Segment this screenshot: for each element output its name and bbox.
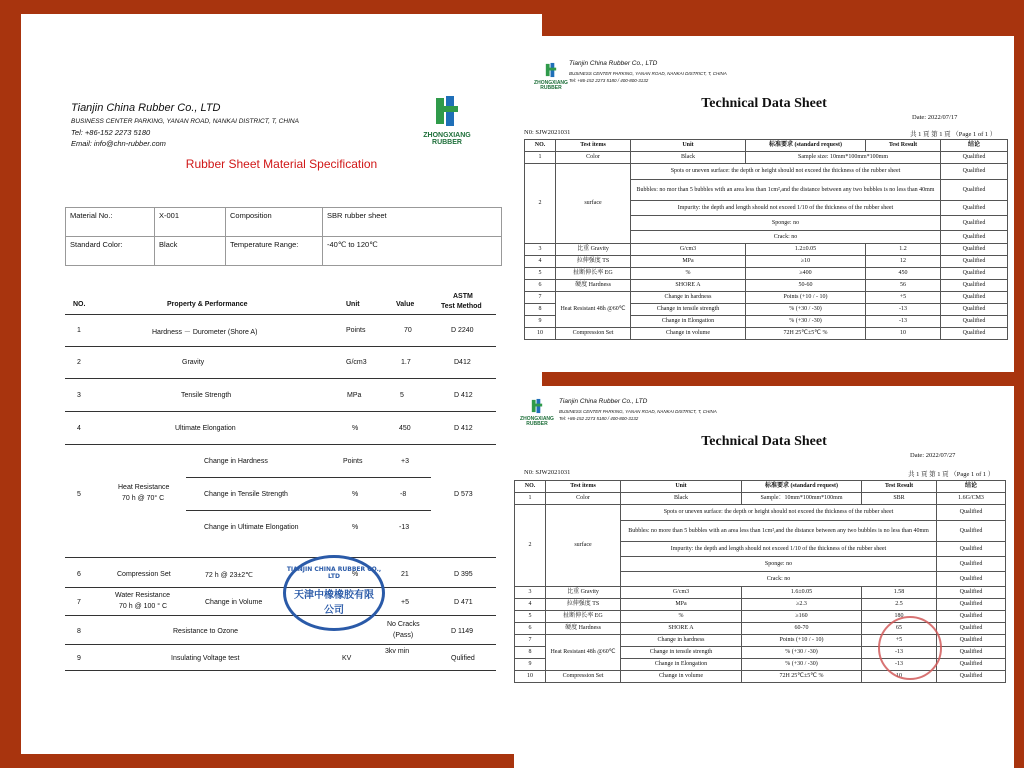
cell: Qualified: [941, 256, 1008, 268]
row-8-value-2: (Pass): [393, 632, 414, 639]
row-divider: [65, 314, 496, 315]
cell: Qualified: [941, 328, 1008, 340]
logo-text-1: ZHONGXIANG: [423, 132, 471, 139]
cell: Qualified: [937, 572, 1006, 587]
cell: %: [631, 268, 746, 280]
temp-value: -40℃ to 120℃: [323, 237, 502, 266]
row-9-unit: KV: [342, 655, 352, 662]
cell: Bubbles: no mor than 5 bubbles with an area less than 1cm²,and the distance between any two bubbles is no less than 40mm: [631, 180, 941, 201]
cell: ≥400: [746, 268, 866, 280]
cell: 4: [515, 599, 546, 611]
tds-logo-text-1: ZHONGXIANG: [520, 415, 554, 422]
tds-logo: [520, 398, 554, 428]
cell: Spots or uneven surface: the depth or height should not exceed the thickness of the rubber sheet: [621, 505, 937, 521]
company-tel: Tel: +86-152 2273 5180: [71, 128, 151, 137]
cell: Qualified: [937, 647, 1006, 659]
company-logo: [417, 94, 477, 146]
heat-sub-2-property: Change in Tensile Strength: [204, 491, 288, 498]
cell: Qualified: [941, 152, 1008, 164]
table-row: [525, 164, 1008, 180]
th-test-items: Test items: [556, 140, 631, 152]
row-4-no: 4: [77, 425, 81, 432]
cell: SHORE A: [621, 623, 742, 635]
col-test-method: Test Method: [441, 303, 482, 310]
cell: 硬度 Hardness: [546, 623, 621, 635]
cell: Crack: no: [631, 231, 941, 244]
heat-sub-1-property: Change in Hardness: [204, 458, 268, 465]
row-6-value: 21: [401, 571, 409, 578]
heat-sub-1-value: +3: [401, 458, 409, 465]
row-9-property: Insulating Voltage test: [171, 655, 240, 662]
cell: Change in Elongation: [621, 659, 742, 671]
cell: Sample：10mm*100mm*100mm: [742, 493, 862, 505]
seal-ring-text: TIANJIN CHINA RUBBER CO., LTD: [286, 566, 382, 580]
cell: 拉伸强度 TS: [556, 256, 631, 268]
th-conclusion: 结论: [941, 140, 1008, 152]
cell: ≥2.3: [742, 599, 862, 611]
logo-icon: [529, 398, 545, 414]
row-2-method: D412: [454, 359, 471, 366]
cell: Change in tensile strength: [631, 304, 746, 316]
cell: 50-60: [746, 280, 866, 292]
company-address: BUSINESS CENTER PARKING, YANAN ROAD, NANKAI DISTRICT, T, CHINA: [71, 118, 299, 125]
cell: 10: [515, 671, 546, 683]
cell: Qualified: [937, 557, 1006, 572]
color-label: Standard Color:: [66, 237, 155, 266]
tds-logo: [534, 62, 568, 92]
tds-date: Date: 2022/07/17: [912, 114, 958, 121]
cell: Sponge: no: [621, 557, 937, 572]
cell: 10: [866, 328, 941, 340]
cell: 硬度 Hardness: [556, 280, 631, 292]
heat-sub-3-property: Change in Ultimate Elongation: [204, 524, 299, 531]
table-row: [515, 505, 1006, 521]
row-4-value: 450: [399, 425, 411, 432]
cell: Qualified: [941, 268, 1008, 280]
table-row: [525, 244, 1008, 256]
logo-icon: [432, 94, 462, 128]
cell: 1: [515, 493, 546, 505]
row-divider: [65, 587, 496, 588]
row-1-value: 70: [404, 327, 412, 334]
th-no: NO.: [515, 481, 546, 493]
cell: Spots or uneven surface: the depth or height should not exceed the thickness of the rubber sheet: [631, 164, 941, 180]
cell: 1.6±0.05: [742, 587, 862, 599]
company-seal-stamp: [283, 555, 385, 631]
table-row: [525, 256, 1008, 268]
row-3-property: Tensile Strength: [181, 392, 232, 399]
cell: 2.5: [862, 599, 937, 611]
water-label-1: Water Resistance: [115, 592, 170, 599]
cell: +5: [866, 292, 941, 304]
red-seal-stamp: [878, 616, 942, 680]
cell: Qualified: [941, 292, 1008, 304]
tds-company-address: BUSINESS CENTER PARKING, YANAN ROAD, NANKAI DISTRICT, T, CHINA: [569, 71, 727, 76]
cell: 1: [525, 152, 556, 164]
row-divider: [186, 510, 431, 511]
th-standard: 标准要求 (standard request): [746, 140, 866, 152]
row-4-property: Ultimate Elongation: [175, 425, 236, 432]
cell: 7: [525, 292, 556, 304]
cell: Qualified: [937, 521, 1006, 542]
tds-date: Date: 2022/07/27: [910, 452, 956, 459]
row-3-value: 5: [400, 392, 404, 399]
cell: -13: [862, 659, 937, 671]
heat-label-2: 70 h @ 70° C: [122, 495, 165, 502]
row-5-method: D 573: [454, 491, 473, 498]
cell: Qualified: [941, 280, 1008, 292]
cell: Points (+10 / - 10): [746, 292, 866, 304]
cell: Change in hardness: [631, 292, 746, 304]
cell: Black: [621, 493, 742, 505]
row-2-unit: G/cm3: [346, 359, 367, 366]
cell: 1.2±0.05: [746, 244, 866, 256]
color-value: Black: [155, 237, 226, 266]
row-divider: [65, 557, 496, 558]
row-1-unit: Points: [346, 327, 366, 334]
cell: Qualified: [941, 244, 1008, 256]
cell: 6: [515, 623, 546, 635]
company-email: Email: info@chn-rubber.com: [71, 139, 166, 148]
cell: -13: [862, 647, 937, 659]
cell: 9: [515, 659, 546, 671]
cell: 8: [525, 304, 556, 316]
row-6-method: D 395: [454, 571, 473, 578]
cell: Qualified: [941, 316, 1008, 328]
technical-data-sheet-1: [514, 36, 1014, 372]
row-8-no: 8: [77, 628, 81, 635]
row-divider: [65, 378, 496, 379]
cell: 8: [515, 647, 546, 659]
cell: Qualified: [937, 623, 1006, 635]
cell: +5: [862, 635, 937, 647]
material-no-label: Material No.:: [66, 208, 155, 237]
cell: 3: [515, 587, 546, 599]
tds-logo-text-2: RUBBER: [540, 85, 562, 91]
row-5-no: 5: [77, 491, 81, 498]
cell: -13: [866, 316, 941, 328]
row-9-value: 3kv min: [385, 648, 410, 655]
row-7-value: +5: [401, 599, 409, 606]
cell: 450: [866, 268, 941, 280]
composition: SBR rubber sheet: [323, 208, 502, 237]
table-row: [525, 280, 1008, 292]
cell: ≥10: [746, 256, 866, 268]
cell: Change in volume: [631, 328, 746, 340]
tds-company-address: BUSINESS CENTER PARKING, YANAN ROAD, NANKAI DISTRICT, T, CHINA: [559, 409, 717, 414]
heat-sub-1-unit: Points: [343, 458, 363, 465]
cell: Qualified: [941, 231, 1008, 244]
cell: Qualified: [941, 201, 1008, 216]
col-value: Value: [396, 301, 415, 308]
row-8-value-1: No Cracks: [387, 621, 420, 628]
table-row: [525, 328, 1008, 340]
tds-company-tel: Tel: +86-152 2273 5180 / 400-800-3132: [569, 78, 649, 83]
cell: % (+30 / -30): [746, 304, 866, 316]
row-divider: [65, 670, 496, 671]
cell: 60-70: [742, 623, 862, 635]
th-result: Test Result: [862, 481, 937, 493]
cell: SHORE A: [631, 280, 746, 292]
row-6-unit: %: [352, 571, 359, 578]
cell: Color: [556, 152, 631, 164]
row-1-no: 1: [77, 327, 81, 334]
cell: ≥160: [742, 611, 862, 623]
cell: surface: [556, 164, 631, 244]
heat-sub-3-unit: %: [352, 524, 359, 531]
cell: 72H 25℃±5℃ %: [742, 671, 862, 683]
cell: 6: [525, 280, 556, 292]
cell: 5: [515, 611, 546, 623]
row-6-condition: 72 h @ 23±2℃: [205, 572, 254, 579]
cell: 9: [525, 316, 556, 328]
cell: Qualified: [941, 216, 1008, 231]
logo-icon: [543, 62, 559, 78]
row-8-method: D 1149: [451, 628, 474, 635]
th-unit: Unit: [621, 481, 742, 493]
cell: Qualified: [937, 505, 1006, 521]
cell: MPa: [621, 599, 742, 611]
row-2-value: 1.7: [401, 359, 411, 366]
row-1-property: Hardness － Durometer (Shore A): [152, 329, 258, 336]
cell: Qualified: [937, 671, 1006, 683]
tds-company-tel: Tel: +86-152 2273 5180 / 400-800-3132: [559, 416, 639, 421]
table-row: [515, 587, 1006, 599]
cell: SBR: [862, 493, 937, 505]
composition-label: Composition: [226, 208, 323, 237]
table-row: [515, 611, 1006, 623]
col-property: Property & Performance: [167, 301, 248, 308]
cell: 72H 25℃±5℃ %: [746, 328, 866, 340]
cell: % (+30 / -30): [742, 659, 862, 671]
cell: Qualified: [937, 611, 1006, 623]
th-standard: 标准要求 (standard request): [742, 481, 862, 493]
row-divider: [186, 477, 431, 478]
cell: G/cm3: [621, 587, 742, 599]
cell: surface: [546, 505, 621, 587]
cell: 1.58: [862, 587, 937, 599]
table-row: [515, 599, 1006, 611]
cell: MPa: [631, 256, 746, 268]
seal-center-text: 天津中橡橡胶有限公司: [294, 590, 374, 616]
tds-title: Technical Data Sheet: [701, 434, 827, 449]
cell: 4: [525, 256, 556, 268]
cell: 拉伸强度 TS: [546, 599, 621, 611]
row-3-no: 3: [77, 392, 81, 399]
cell: Qualified: [937, 659, 1006, 671]
cell: Points (+10 / - 10): [742, 635, 862, 647]
row-9-method: Qulified: [451, 655, 475, 662]
cell: %: [621, 611, 742, 623]
cell: Sample size: 10mm*100mm*100mm: [746, 152, 941, 164]
water-label-2: 70 h @ 100 ° C: [119, 603, 168, 610]
tds-logo-text-1: ZHONGXIANG: [534, 79, 568, 86]
col-unit: Unit: [346, 301, 360, 308]
cell: Bubbles: no more than 5 bubbles with an area less than 1cm²,and the distance between any two bubbles is no less than 40mm: [621, 521, 937, 542]
cell: Qualified: [937, 587, 1006, 599]
row-divider: [65, 615, 496, 616]
row-4-method: D 412: [454, 425, 473, 432]
cell: Change in tensile strength: [621, 647, 742, 659]
cell: 7: [515, 635, 546, 647]
cell: 比重 Gravity: [556, 244, 631, 256]
cell: 12: [866, 256, 941, 268]
heat-sub-2-unit: %: [352, 491, 359, 498]
row-3-unit: MPa: [347, 392, 362, 399]
tds-title: Technical Data Sheet: [701, 96, 827, 111]
row-1-method: D 2240: [451, 327, 474, 334]
cell: Qualified: [937, 635, 1006, 647]
row-8-property: Resistance to Ozone: [173, 628, 238, 635]
col-astm: ASTM: [453, 293, 473, 300]
technical-data-sheet-2: [514, 386, 1014, 768]
cell: Crack: no: [621, 572, 937, 587]
row-4-unit: %: [352, 425, 359, 432]
tds-company-name: Tianjin China Rubber Co., LTD: [559, 398, 648, 405]
cell: 5: [525, 268, 556, 280]
cell: Compression Set: [546, 671, 621, 683]
cell: 3: [525, 244, 556, 256]
cell: Heat Resistant 48h @60℃: [546, 635, 621, 671]
company-name: Tianjin China Rubber Co., LTD: [71, 102, 221, 114]
cell: Qualified: [941, 164, 1008, 180]
cell: -13: [866, 304, 941, 316]
tds-logo-text-2: RUBBER: [526, 421, 548, 427]
row-6-no: 6: [77, 571, 81, 578]
tds-page: 共 1 頁 第 1 頁 （Page 1 of 1 ）: [908, 471, 995, 478]
cell: 2: [525, 164, 556, 244]
row-2-no: 2: [77, 359, 81, 366]
temp-label: Temperature Range:: [226, 237, 323, 266]
cell: 180: [862, 611, 937, 623]
cell: Compression Set: [556, 328, 631, 340]
cell: Impurity: the depth and length should not exceed 1/10 of the thickness of the rubber sheet: [621, 542, 937, 557]
table-row: [525, 292, 1008, 304]
row-7-property: Change in Volume: [205, 599, 263, 606]
table-row: [525, 268, 1008, 280]
cell: 比重 Gravity: [546, 587, 621, 599]
cell: Change in hardness: [621, 635, 742, 647]
cell: Qualified: [941, 180, 1008, 201]
row-9-no: 9: [77, 655, 81, 662]
row-3-method: D 412: [454, 392, 473, 399]
row-divider: [65, 411, 496, 412]
cell: 10: [525, 328, 556, 340]
cell: 10: [862, 671, 937, 683]
tds-number: N0: SJW2021031: [524, 129, 571, 136]
material-info-table: [65, 207, 502, 266]
cell: % (+30 / -30): [742, 647, 862, 659]
cell: Change in Elongation: [631, 316, 746, 328]
tds-page: 共 1 頁 第 1 頁 （Page 1 of 1 ）: [910, 131, 997, 138]
cell: 扯断伸长率 EG: [546, 611, 621, 623]
table-row: [515, 493, 1006, 505]
heat-sub-3-value: -13: [399, 524, 410, 531]
cell: Color: [546, 493, 621, 505]
tds-company-name: Tianjin China Rubber Co., LTD: [569, 60, 658, 67]
col-no: NO.: [73, 301, 86, 308]
cell: % (+30 / -30): [746, 316, 866, 328]
heat-label-1: Heat Resistance: [118, 484, 170, 491]
cell: Heat Resistant 48h @60℃: [556, 292, 631, 328]
row-divider: [65, 644, 496, 645]
logo-text-2: RUBBER: [432, 139, 462, 146]
row-7-no: 7: [77, 599, 81, 606]
row-divider: [65, 346, 496, 347]
heat-sub-2-value: -8: [400, 491, 407, 498]
row-divider: [65, 444, 496, 445]
th-test-items: Test items: [546, 481, 621, 493]
cell: 扯断伸长率 EG: [556, 268, 631, 280]
th-conclusion: 结论: [937, 481, 1006, 493]
table-row: [515, 671, 1006, 683]
cell: Impurity: the depth and length should not exceed 1/10 of the thickness of the rubber sheet: [631, 201, 941, 216]
cell: 56: [866, 280, 941, 292]
row-2-property: Gravity: [182, 359, 205, 366]
cell: Qualified: [941, 304, 1008, 316]
cell: Sponge: no: [631, 216, 941, 231]
row-6-property: Compression Set: [117, 571, 171, 578]
material-no: X-001: [155, 208, 226, 237]
cell: 65: [862, 623, 937, 635]
cell: Qualified: [937, 542, 1006, 557]
th-result: Test Result: [866, 140, 941, 152]
row-7-method: D 471: [454, 599, 473, 606]
spec-title: Rubber Sheet Material Specification: [185, 157, 378, 171]
cell: 2: [515, 505, 546, 587]
table-row: [525, 152, 1008, 164]
th-unit: Unit: [631, 140, 746, 152]
cell: Change in volume: [621, 671, 742, 683]
cell: 1.6G/CM3: [937, 493, 1006, 505]
cell: Qualified: [937, 599, 1006, 611]
tds-number: N0: SJW2021031: [524, 469, 571, 476]
th-no: NO.: [525, 140, 556, 152]
cell: G/cm3: [631, 244, 746, 256]
material-spec-sheet: [21, 14, 542, 754]
cell: 1.2: [866, 244, 941, 256]
tds-table: [524, 139, 1008, 340]
cell: Black: [631, 152, 746, 164]
